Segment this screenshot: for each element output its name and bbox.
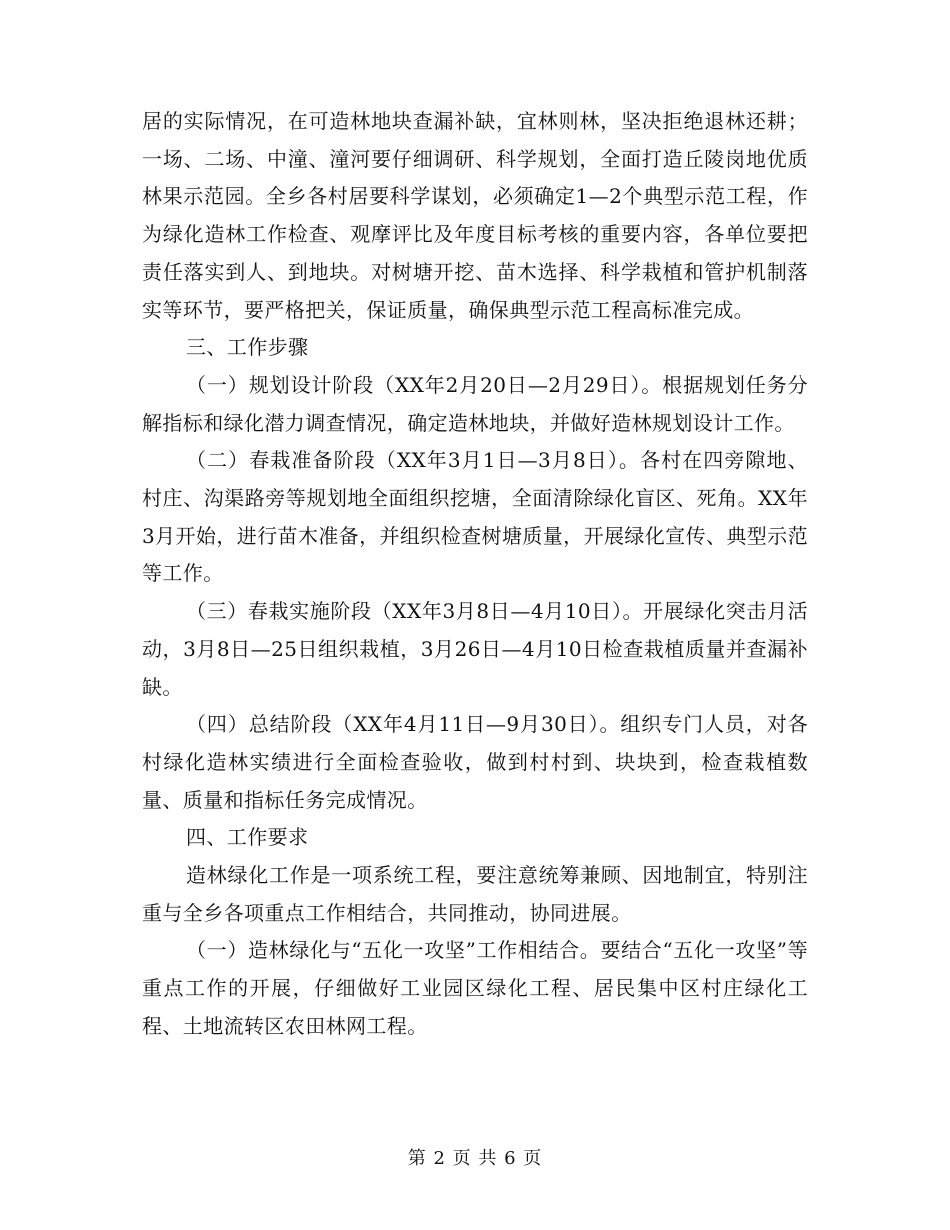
section-heading-work-requirements: 四、工作要求 bbox=[186, 825, 309, 850]
document-body bbox=[142, 103, 808, 1046]
paragraph-preparation-stage: （二）春栽准备阶段（XX年3月1日—3月8日）。各村在四旁隙地、村庄、沟渠路旁等规划地全面组织挖塘，全面清除绿化盲区、死角。XX年3月开始，进行苗木准备，并组织检查树塘质量，开展绿化宣传、典型示范等工作。 bbox=[142, 448, 808, 586]
paragraph-requirement-one: （一）造林绿化与“五化一攻坚”工作相结合。要结合“五化一攻坚”等重点工作的开展，仔细做好工业园区绿化工程、居民集中区村庄绿化工程、土地流转区农田林网工程。 bbox=[142, 938, 808, 1038]
paragraph-summary-stage: （四）总结阶段（XX年4月11日—9月30日）。组织专门人员，对各村绿化造林实绩进行全面检查验收，做到村村到、块块到，检查栽植数量、质量和指标任务完成情况。 bbox=[142, 712, 808, 812]
paragraph-continuation: 居的实际情况，在可造林地块查漏补缺，宜林则林，坚决拒绝退林还耕；一场、二场、中潼、潼河要仔细调研、科学规划，全面打造丘陵岗地优质林果示范园。全乡各村居要科学谋划，必须确定1—2个典型示范工程，作为绿化造林工作检查、观摩评比及年度目标考核的重要内容，各单位要把责任落实到人、到地块。对树塘开挖、苗木选择、科学栽植和管护机制落实等环节，要严格把关，保证质量，确保典型示范工程高标准完成。 bbox=[142, 109, 808, 322]
page-footer bbox=[0, 1147, 950, 1171]
section-heading-work-steps: 三、工作步骤 bbox=[186, 335, 309, 360]
paragraph-planning-stage: （一）规划设计阶段（XX年2月20日—2月29日）。根据规划任务分解指标和绿化潜力调查情况，确定造林地块，并做好造林规划设计工作。 bbox=[142, 372, 808, 435]
paragraph-implementation-stage: （三）春栽实施阶段（XX年3月8日—4月10日）。开展绿化突击月活动，3月8日—25日组织栽植，3月26日—4月10日检查栽植质量并查漏补缺。 bbox=[142, 599, 808, 699]
page-number: 第 2 页 共 6 页 bbox=[407, 1148, 543, 1169]
paragraph-requirements-intro: 造林绿化工作是一项系统工程，要注意统筹兼顾、因地制宜，特别注重与全乡各项重点工作相结合，共同推动，协同进展。 bbox=[142, 863, 808, 925]
